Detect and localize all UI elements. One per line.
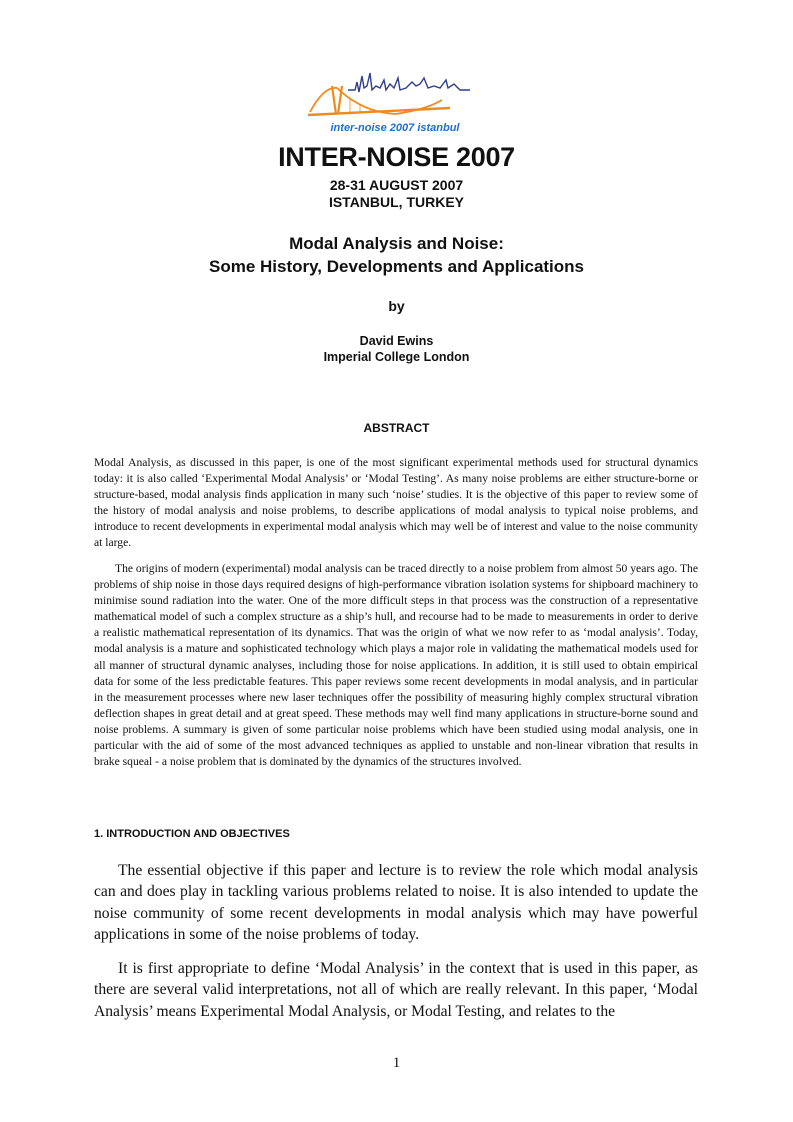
conference-place: ISTANBUL, TURKEY xyxy=(328,194,465,210)
conference-logo xyxy=(300,68,490,138)
logo-caption: inter-noise 2007 istanbul xyxy=(330,122,460,134)
abstract-paragraph-1: Modal Analysis, as discussed in this paper, is one of the most significant experimental methods used for structural dynamics today: it is also called ‘Experimental Modal Analysis’ or ‘Modal Testing’. As many noise problems are either structure-borne or structure-based, modal analysis finds application in many such ‘noise’ studies. It is the objective of this paper to review some of the history of modal analysis and noise problems, to describe applications of modal analysis to typical noise problems, and introduce to recent developments in experimental modal analysis which may well be of interest and value to the noise community at large. xyxy=(94,456,698,550)
abstract-paragraph-2: The origins of modern (experimental) modal analysis can be traced directly to a noise problem from almost 50 years ago. The problems of ship noise in those days required designs of high-performance vibration isolation systems for shipboard machinery to minimise sound radiation into the water. One of the more difficult steps in that process was the construction of a representative mathematical model of such a complex structure as a ship’s hull, and recourse had to be made to measurements in order to derive a realistic mathematical representation of its dynamics. That was the origin of what we now refer to as ‘modal analysis’. Today, modal analysis is a mature and sophisticated technology which plays a major role in validating the mathematical models used for all manner of structural dynamic analyses, including those for noise applications. In addition, it is still used to obtain empirical data for some of the less predictable features. This paper reviews some recent developments in modal analysis, and in particular in the measurement processes where new laser techniques offer the possibility of measuring highly complex structural vibration deflection shapes in great detail and at great speed. These methods may well find many applications in structure-borne sound and noise problems. A summary is given of some particular noise problems which have been studied using modal analysis, one in particular with the aid of some of the most advanced techniques as applied to unstable and non-linear vibration that results in brake squeal - a noise problem that is dominated by the dynamics of the structures involved. xyxy=(94,562,698,769)
body-paragraph-1: The essential objective if this paper and lecture is to review the role which modal analysis can and does play in tackling various problems related to noise. It is also intended to update the noise community of some recent developments in modal analysis which may have powerful applications in some of the noise problems of today. xyxy=(94,862,698,943)
bridge-logo-icon xyxy=(300,68,490,138)
abstract-heading: ABSTRACT xyxy=(363,421,430,435)
paper-title-line2: Some History, Developments and Applications xyxy=(208,257,585,276)
conference-dates: 28-31 AUGUST 2007 xyxy=(329,177,464,193)
by-label: by xyxy=(388,298,405,314)
body-paragraph-2: It is first appropriate to define ‘Modal Analysis’ in the context that is used in this paper, as there are several valid interpretations, not all of which are really relevant. In this paper, ‘Modal Analysis’ means Experimental Modal Analysis, or Modal Testing, and relates to the xyxy=(94,960,698,1020)
conference-title: INTER-NOISE 2007 xyxy=(278,142,515,172)
paper-title-line1: Modal Analysis and Noise: xyxy=(289,234,504,253)
author-affiliation: Imperial College London xyxy=(323,350,470,364)
author-name: David Ewins xyxy=(359,334,434,348)
page-number: 1 xyxy=(392,1055,401,1071)
section-heading: 1. INTRODUCTION AND OBJECTIVES xyxy=(94,828,290,840)
